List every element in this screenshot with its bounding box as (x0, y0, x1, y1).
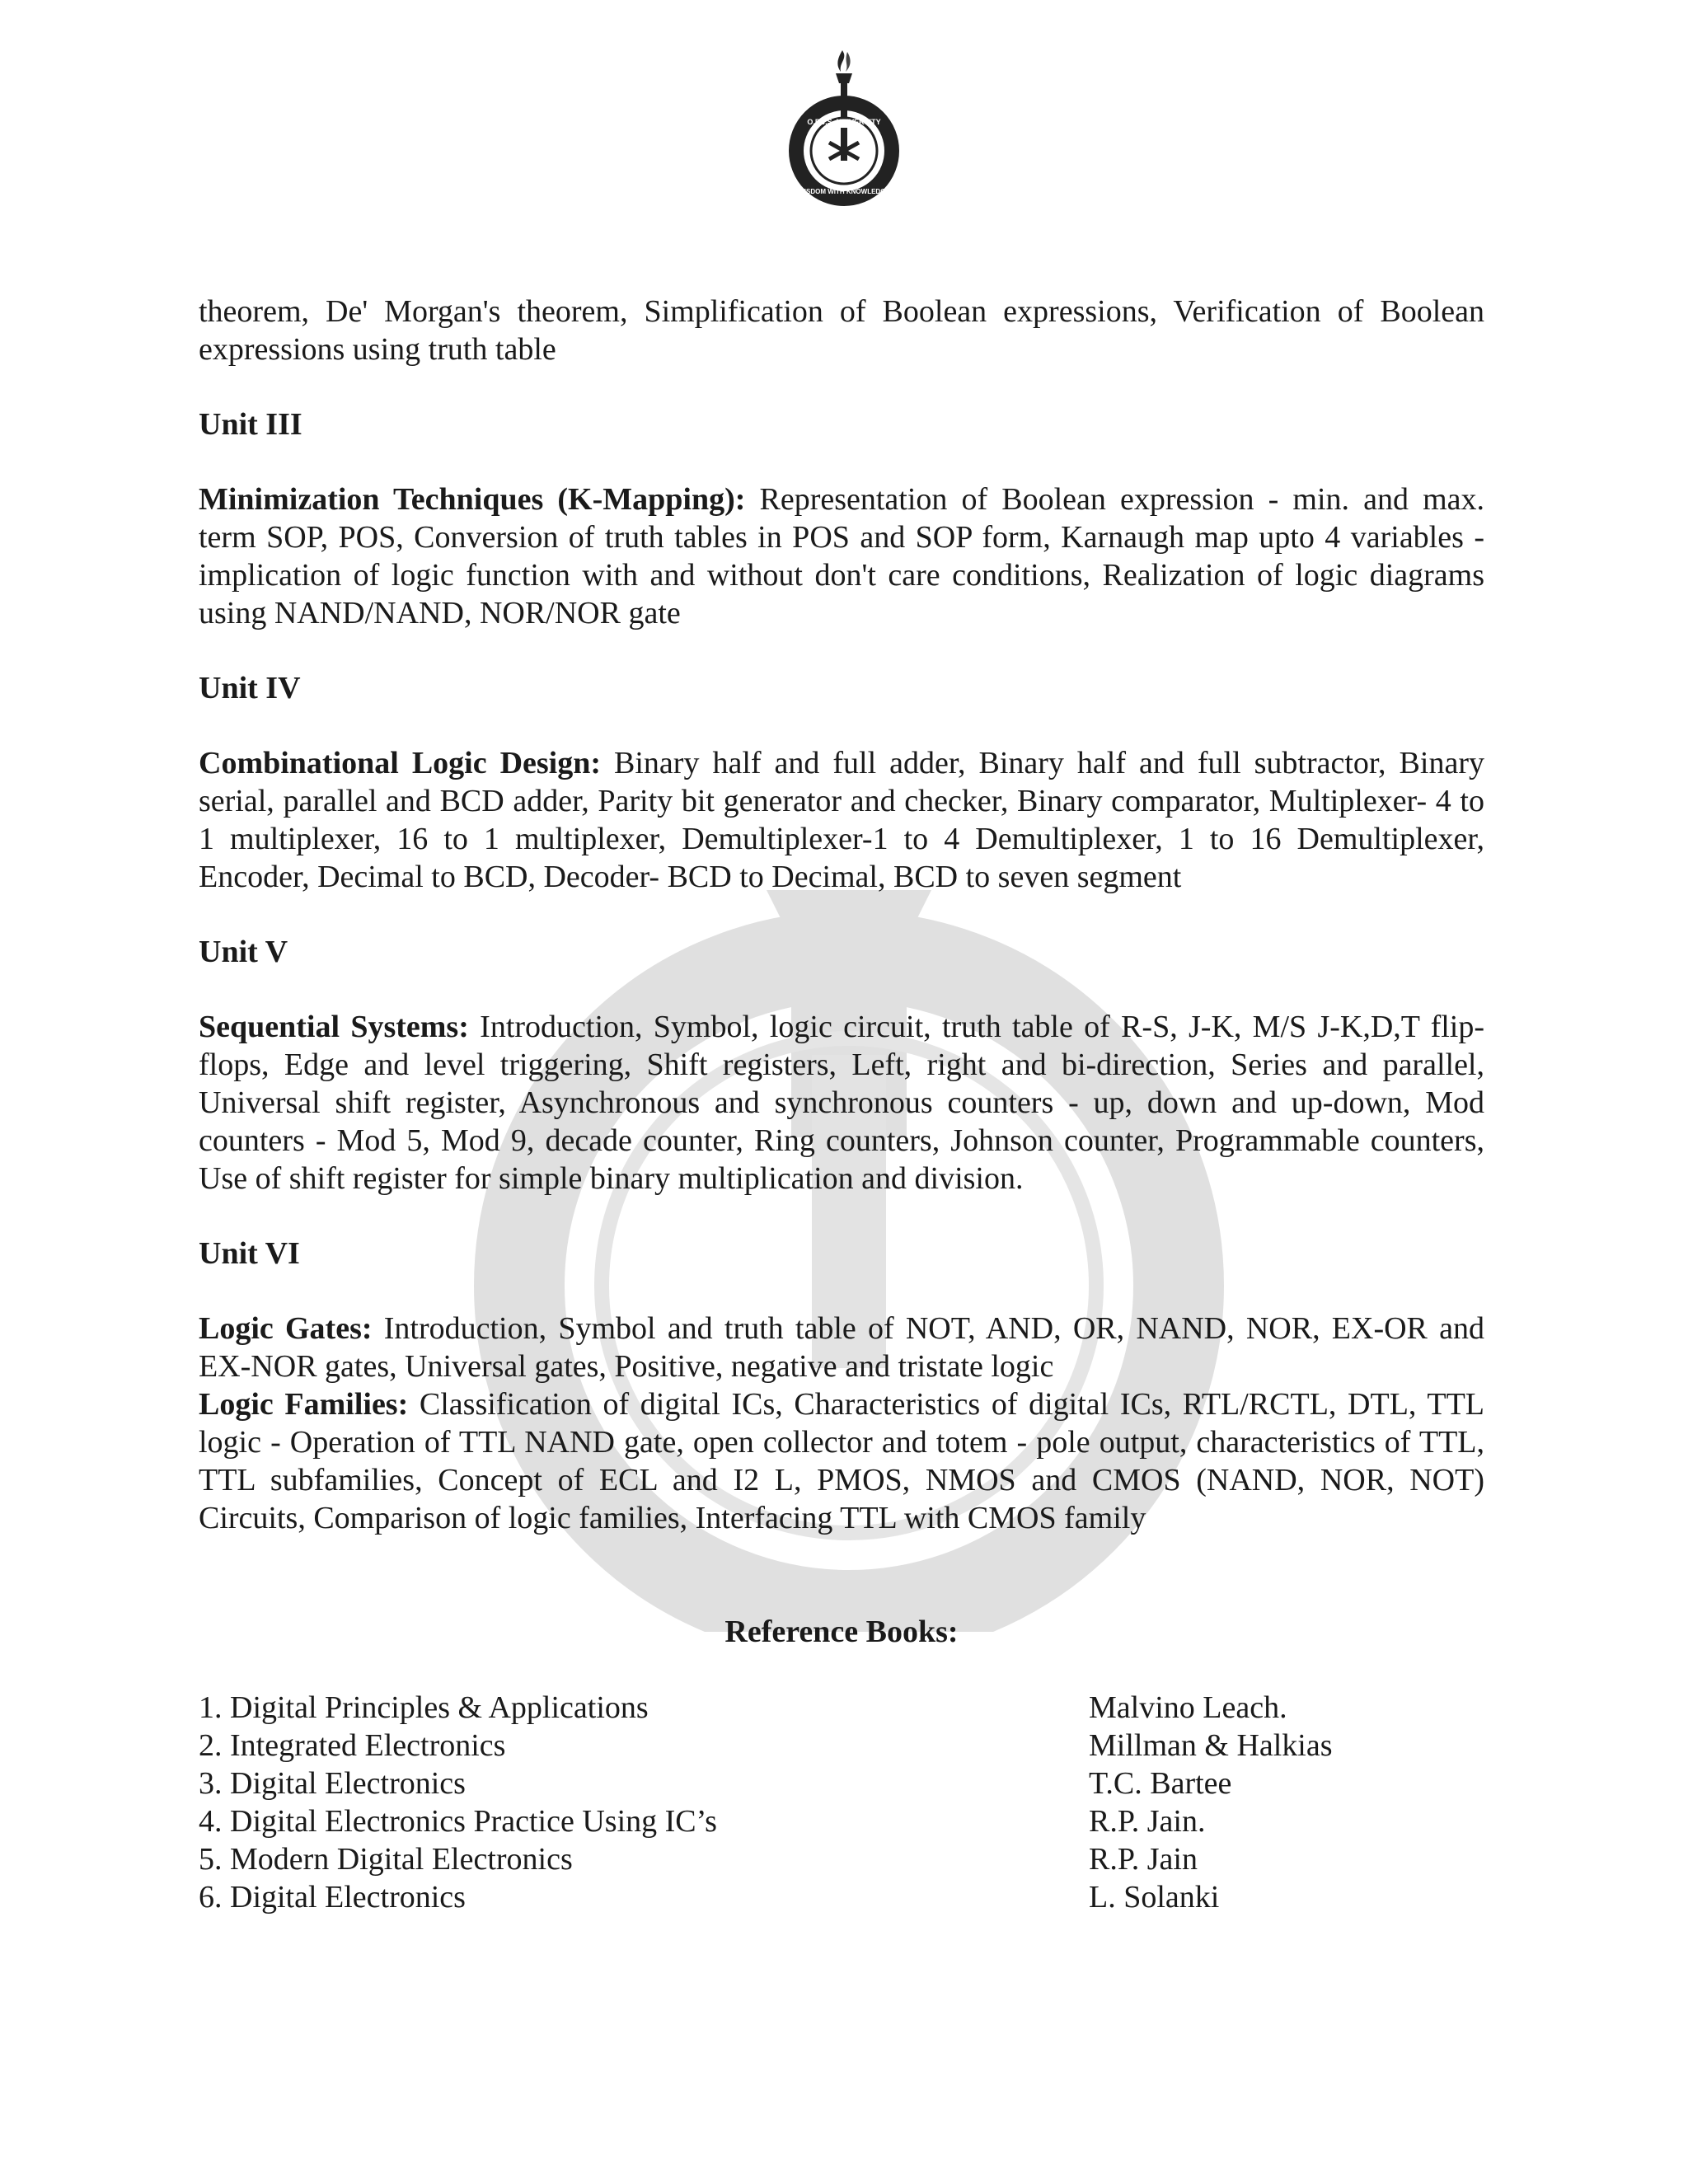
reference-author: T.C. Bartee (1089, 1766, 1232, 1801)
unit-heading: Unit IV (199, 671, 301, 705)
section-label: Minimization Techniques (K-Mapping): (199, 482, 746, 517)
unit-section (199, 1310, 1484, 1385)
reference-item (199, 1802, 1484, 1840)
unit-section (199, 744, 1484, 896)
section-text: Binary half and full adder, Binary half and full subtractor, Binary serial, parallel and BCD adder, Parity bit generator and checker, Binary comparator, Multiplexer- 4 to 1 multiplexer, 16 to 1 multiplexer, Demultiplexer-1 to 4 Demultiplexer, 1 to 16 Demultiplexer, Encoder, Decimal to BCD, Decoder- BCD to Decimal, BCD to seven segment (199, 746, 1484, 894)
reference-item (199, 1727, 1484, 1765)
reference-book-title: 5. Modern Digital Electronics (199, 1842, 573, 1877)
reference-author: Malvino Leach. (1089, 1690, 1287, 1725)
reference-book-title: 4. Digital Electronics Practice Using IC’s (199, 1804, 717, 1839)
logo-motto-text: WISDOM WITH KNOWLEDGE (798, 188, 890, 195)
unit-section (199, 1385, 1484, 1537)
section-text: Introduction, Symbol, logic circuit, truth table of R-S, J-K, M/S J-K,D,T flip-flops, Edge and level triggering, Shift registers, Left, right and bi-direction, Series and parallel, Universal shift register, Asynchronous and synchronous counters - up, down and up-down, Mod counters - Mod 5, Mod 9, decade counter, Ring counters, Johnson counter, Programmable counters, Use of shift register for simple binary multiplication and division. (199, 1010, 1485, 1196)
document-body (199, 293, 1484, 1916)
logo-ring-text: O.P.J.S. UNIVERSITY (807, 118, 881, 126)
reference-item (199, 1840, 1484, 1878)
reference-book-title: 6. Digital Electronics (199, 1880, 466, 1915)
unit-heading: Unit III (199, 407, 302, 442)
section-label: Combinational Logic Design: (199, 746, 602, 780)
reference-book-title: 2. Integrated Electronics (199, 1728, 506, 1763)
reference-list (199, 1689, 1484, 1916)
unit-heading: Unit V (199, 935, 288, 969)
section-text: Representation of Boolean expression - min. and max. term SOP, POS, Conversion of truth tables in POS and SOP form, Karnaugh map upto 4 variables - implication of logic function with and without don't care conditions, Realization of logic diagrams using NAND/NAND, NOR/NOR gate (199, 482, 1484, 630)
reference-book-title: 1. Digital Principles & Applications (199, 1690, 649, 1725)
section-text: Classification of digital ICs, Characteristics of digital ICs, RTL/RCTL, DTL, TTL logic - Operation of TTL NAND gate, open collector and totem - pole output, characteristics of TTL, TTL subfamilies, Concept of ECL and I2 L, PMOS, NMOS and CMOS (NAND, NOR, NOT) Circuits, Comparison of logic families, Interfacing TTL with CMOS family (199, 1387, 1484, 1535)
reference-books-title: Reference Books: (724, 1615, 959, 1649)
reference-author: R.P. Jain. (1089, 1804, 1206, 1839)
unit-section (199, 1008, 1484, 1197)
section-label: Sequential Systems: (199, 1010, 469, 1044)
section-label: Logic Families: (199, 1387, 409, 1422)
reference-item (199, 1689, 1484, 1727)
reference-book-title: 3. Digital Electronics (199, 1766, 466, 1801)
section-text: Introduction, Symbol and truth table of NOT, AND, OR, NAND, NOR, EX-OR and EX-NOR gates, Universal gates, Positive, negative and tristate logic (199, 1311, 1484, 1384)
section-label: Logic Gates: (199, 1311, 373, 1346)
unit-heading: Unit VI (199, 1236, 300, 1271)
reference-author: L. Solanki (1089, 1880, 1220, 1915)
intro-paragraph: theorem, De' Morgan's theorem, Simplification of Boolean expressions, Verification of Boolean expressions using truth table (199, 294, 1484, 367)
reference-author: Millman & Halkias (1089, 1728, 1333, 1763)
reference-author: R.P. Jain (1089, 1842, 1198, 1877)
university-logo (778, 45, 910, 206)
reference-item (199, 1878, 1484, 1916)
reference-item (199, 1765, 1484, 1802)
unit-section (199, 480, 1484, 632)
